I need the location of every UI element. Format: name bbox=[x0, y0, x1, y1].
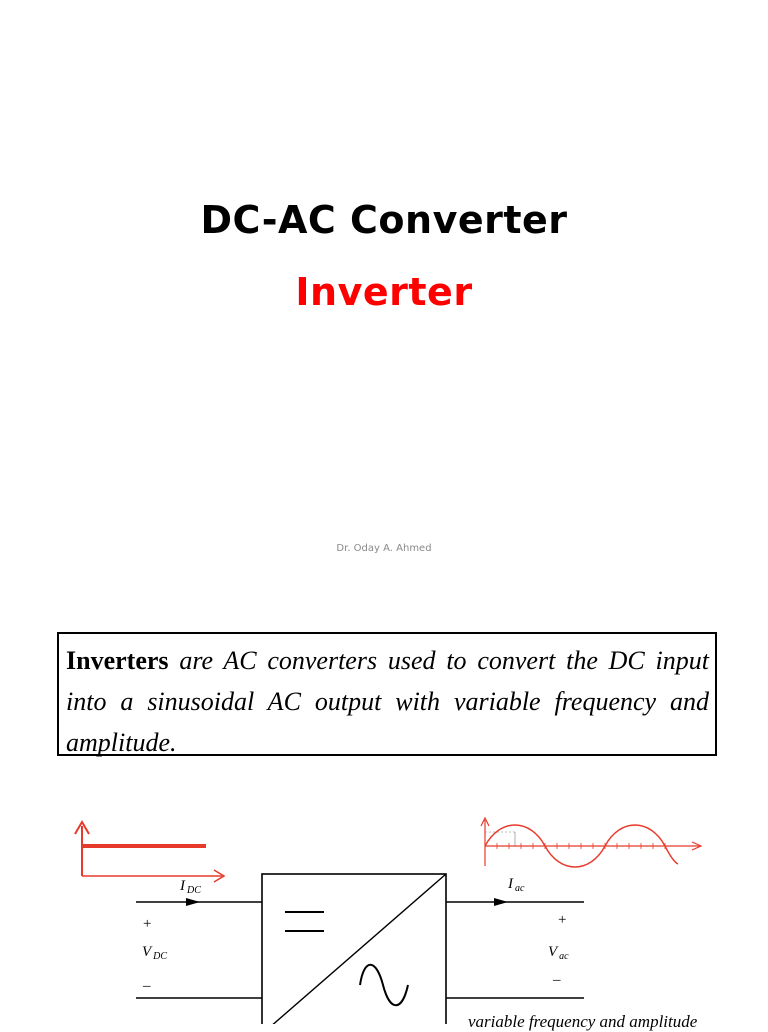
diagram-caption: variable frequency and amplitude bbox=[468, 1012, 698, 1031]
converter-box bbox=[262, 874, 446, 1024]
definition-term: Inverters bbox=[66, 646, 169, 675]
output-minus-sign: – bbox=[553, 972, 561, 988]
output-voltage-label: V $_{ac}$ bbox=[548, 944, 569, 962]
input-wires bbox=[136, 902, 262, 998]
input-voltage-label: V $_{DC}$ bbox=[142, 944, 168, 962]
author-name: Dr. Oday A. Ahmed bbox=[336, 543, 432, 554]
input-current-arrow-icon bbox=[186, 898, 200, 906]
output-current-arrow-icon bbox=[494, 898, 508, 906]
slide-subtitle: Inverter bbox=[295, 270, 473, 314]
input-minus-sign: – bbox=[143, 978, 151, 994]
dc-symbol-icon bbox=[285, 912, 324, 931]
definition-box bbox=[57, 632, 717, 756]
inverter-block-diagram bbox=[0, 800, 768, 1024]
slide-title: DC-AC Converter bbox=[200, 198, 568, 242]
ac-waveform-graph bbox=[481, 818, 701, 867]
output-plus-sign: + bbox=[558, 912, 567, 928]
definition-text: are AC converters used to convert the DC input into a sinusoidal AC output with variable frequency and amplitude. bbox=[66, 646, 710, 757]
input-plus-sign: + bbox=[143, 916, 152, 932]
ac-sine-symbol-icon bbox=[360, 965, 408, 1006]
dc-waveform-graph bbox=[75, 822, 224, 882]
output-current-label: I $_{ac}$ bbox=[508, 876, 525, 894]
input-current-label: I $_{DC}$ bbox=[180, 878, 201, 896]
converter-diagonal bbox=[262, 874, 446, 1024]
